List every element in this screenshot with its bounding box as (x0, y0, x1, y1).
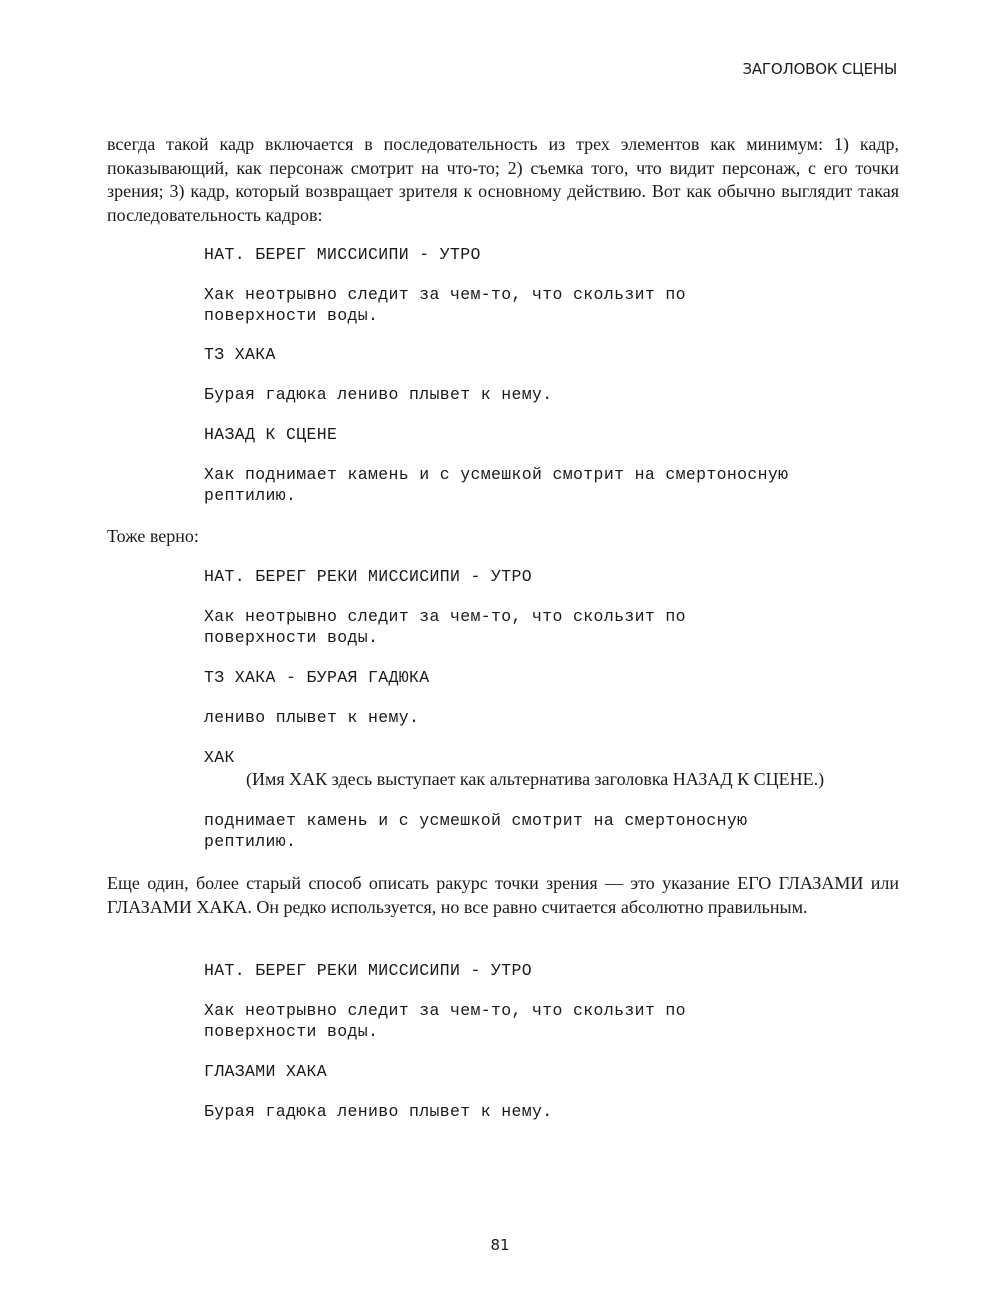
example3-pov-heading: ГЛАЗАМИ ХАКА (204, 1062, 328, 1081)
example1-pov-heading: ТЗ ХАКА (204, 345, 276, 364)
example2-action-3: поднимает камень и с усмешкой смотрит на смертоносную рептилию. (204, 811, 748, 851)
example1-back-to-scene: НАЗАД К СЦЕНЕ (204, 425, 338, 444)
example2-character-name: ХАК (204, 748, 235, 767)
also-correct-paragraph: Тоже верно: (107, 526, 199, 546)
example1-action-3: Хак поднимает камень и с усмешкой смотрит на смертоносную рептилию. (204, 465, 789, 505)
intro-paragraph: всегда такой кадр включается в последовательность из трех элементов как минимум: 1) кадр, показывающий, как персонаж смотрит на что-то; 2) съемка того, что видит персонаж, с его точки зрения; 3) кадр, который возвращает зрителя к основному действию. Вот как обычно выглядит такая последовательность кадров: (107, 134, 899, 225)
older-way-paragraph: Еще один, более старый способ описать ракурс точки зрения — это указание ЕГО ГЛАЗАМИ или ГЛАЗАМИ ХАКА. Он редко используется, но все равно считается абсолютно правильным. (107, 873, 899, 917)
running-header: ЗАГОЛОВОК СЦЕНЫ (742, 60, 897, 78)
example2-pov-heading: ТЗ ХАКА - БУРАЯ ГАДЮКА (204, 668, 430, 687)
example2-scene-heading: НАТ. БЕРЕГ РЕКИ МИССИСИПИ - УТРО (204, 567, 533, 586)
example2-action-1: Хак неотрывно следит за чем-то, что скользит по поверхности воды. (204, 607, 686, 647)
example3-action-2: Бурая гадюка лениво плывет к нему. (204, 1102, 553, 1121)
example1-scene-heading: НАТ. БЕРЕГ МИССИСИПИ - УТРО (204, 245, 481, 264)
page-number: 81 (490, 1236, 510, 1254)
example2-explanatory-note: (Имя ХАК здесь выступает как альтернатива заголовка НАЗАД К СЦЕНЕ.) (246, 769, 825, 789)
example2-action-2: лениво плывет к нему. (204, 708, 420, 727)
example1-action-1: Хак неотрывно следит за чем-то, что скользит по поверхности воды. (204, 285, 686, 325)
example3-action-1: Хак неотрывно следит за чем-то, что скользит по поверхности воды. (204, 1001, 686, 1041)
example3-scene-heading: НАТ. БЕРЕГ РЕКИ МИССИСИПИ - УТРО (204, 961, 533, 980)
example1-action-2: Бурая гадюка лениво плывет к нему. (204, 385, 553, 404)
